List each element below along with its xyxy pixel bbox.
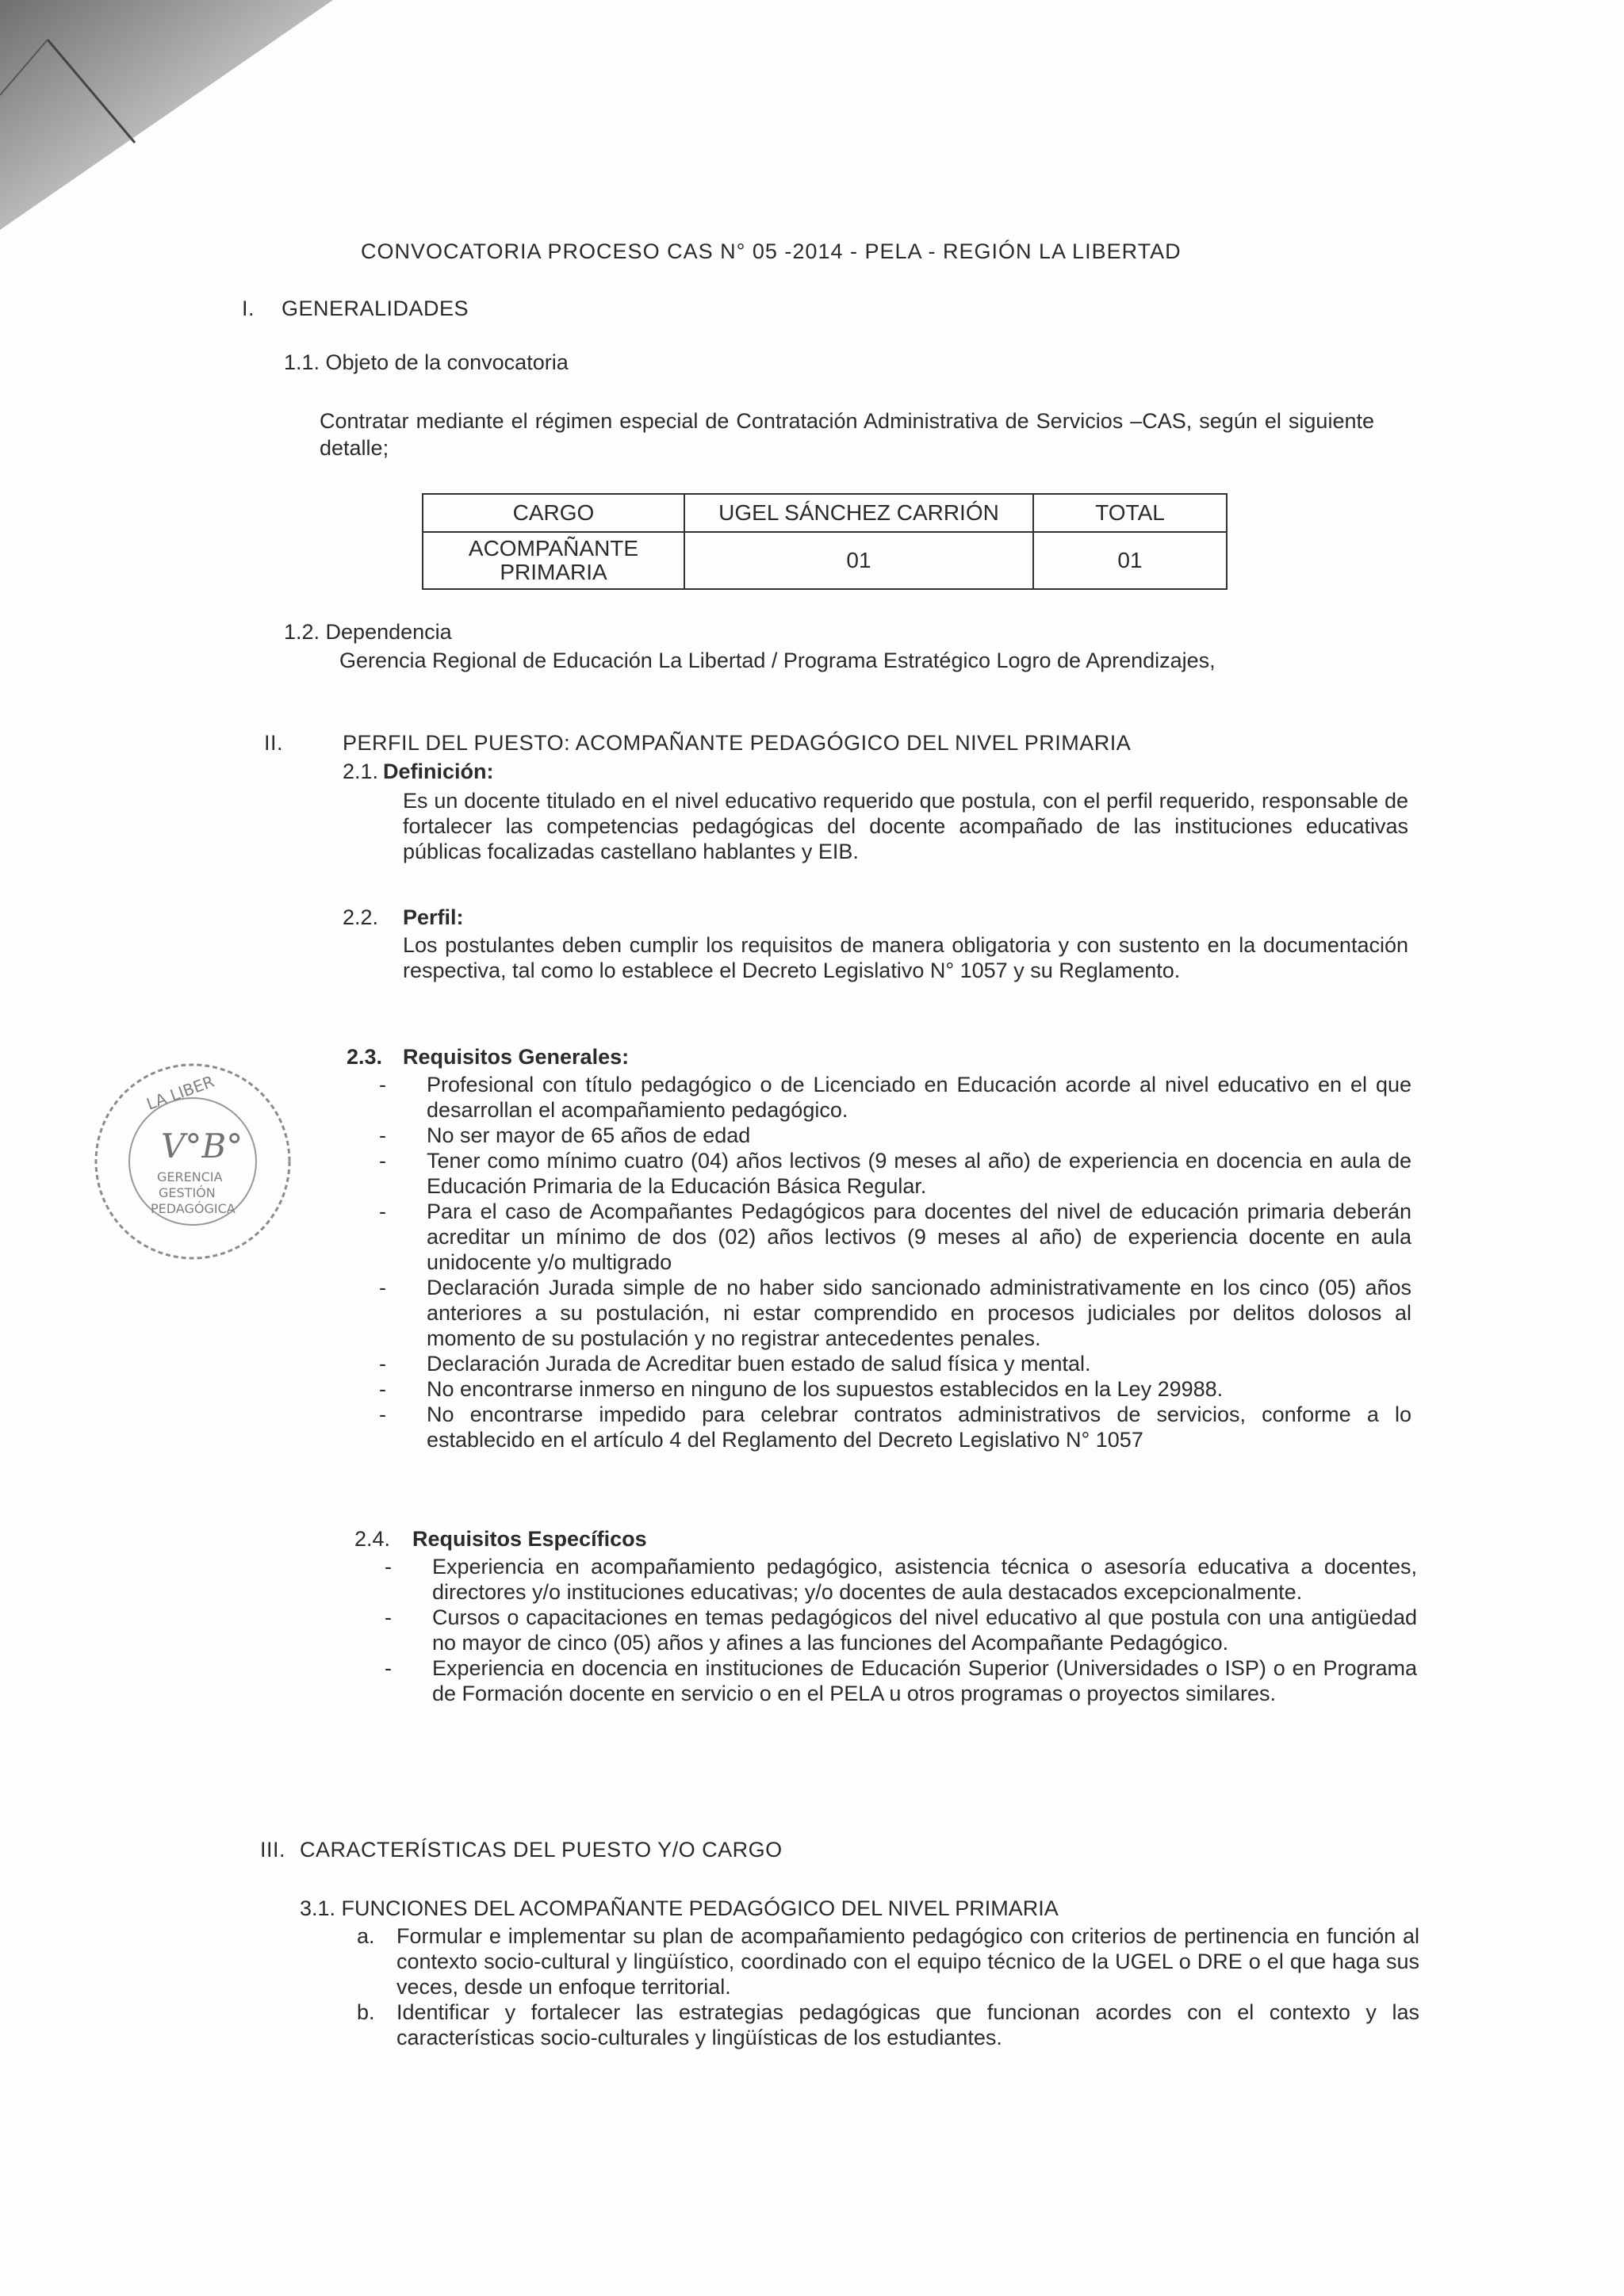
subsection-1-2-text: Gerencia Regional de Educación La Libertad / Programa Estratégico Logro de Aprendizajes, bbox=[339, 649, 1216, 672]
list-item-text: Para el caso de Acompañantes Pedagógicos para docentes del nivel de educación primaria deberán acreditar un mínimo de dos (02) años lectivos (9 meses al año) de experiencia docente en aula unidocente y/o multigrado bbox=[427, 1200, 1411, 1274]
list-item bbox=[357, 1923, 1419, 1999]
folded-corner-shadow bbox=[0, 0, 349, 238]
list-item bbox=[379, 1351, 1411, 1376]
list-marker: - bbox=[385, 1656, 392, 1680]
svg-text:GESTIÓN: GESTIÓN bbox=[159, 1185, 216, 1200]
table-cell-cargo: ACOMPAÑANTE PRIMARIA bbox=[423, 532, 684, 589]
list-item bbox=[379, 1072, 1411, 1123]
list-item-text: No encontrarse inmerso en ninguno de los supuestos establecidos en la Ley 29988. bbox=[427, 1377, 1224, 1401]
subsection-2-1-number: 2.1. bbox=[343, 760, 379, 783]
document-title: CONVOCATORIA PROCESO CAS N° 05 -2014 - PELA - REGIÓN LA LIBERTAD bbox=[361, 239, 1182, 263]
list-item bbox=[385, 1605, 1417, 1655]
subsection-2-2-heading: Perfil: bbox=[403, 905, 464, 929]
list-item-text: No encontrarse impedido para celebrar contratos administrativos de servicios, conforme a lo establecido en el artículo 4 del Reglamento del Decreto Legislativo N° 1057 bbox=[427, 1402, 1411, 1452]
list-item-text: Experiencia en acompañamiento pedagógico, asistencia técnica o asesoría educativa a docentes, directores y/o instituciones educativas; y/o docentes de aula destacados excepcionalmente. bbox=[432, 1555, 1417, 1604]
svg-text:LA LIBER: LA LIBER bbox=[144, 1071, 217, 1114]
section-3-number: III. bbox=[260, 1838, 286, 1862]
list-marker: - bbox=[379, 1200, 386, 1223]
svg-text:GERENCIA: GERENCIA bbox=[157, 1169, 223, 1184]
table-cell-ugel: 01 bbox=[684, 532, 1033, 589]
list-item bbox=[385, 1655, 1417, 1706]
list-item-text: Tener como mínimo cuatro (04) años lectivos (9 meses al año) de experiencia en docencia en aula de Educación Primaria de la Educación Básica Regular. bbox=[427, 1149, 1411, 1198]
subsection-2-2-number: 2.2. bbox=[343, 905, 379, 929]
list-item bbox=[379, 1275, 1411, 1351]
list-marker: - bbox=[385, 1605, 392, 1629]
list-item-text: Cursos o capacitaciones en temas pedagógicos del nivel educativo al que postula con una antigüedad no mayor de cinco (05) años y afines a las funciones del Acompañante Pedagógico. bbox=[432, 1605, 1417, 1655]
table-header-total: TOTAL bbox=[1033, 494, 1227, 532]
list-marker: a. bbox=[357, 1924, 375, 1948]
table-header-cargo: CARGO bbox=[423, 494, 684, 532]
list-item bbox=[379, 1123, 1411, 1148]
list-item bbox=[379, 1199, 1411, 1275]
specific-requirements-list bbox=[385, 1554, 1417, 1706]
list-marker: - bbox=[379, 1123, 386, 1147]
official-seal-stamp bbox=[86, 1054, 300, 1269]
list-item bbox=[357, 1999, 1419, 2050]
list-item-text: Declaración Jurada de Acreditar buen estado de salud física y mental. bbox=[427, 1352, 1091, 1376]
positions-table bbox=[422, 493, 1228, 590]
section-1-number: I. bbox=[242, 297, 255, 320]
list-marker: - bbox=[385, 1555, 392, 1578]
list-marker: - bbox=[379, 1402, 386, 1426]
table-header-row bbox=[423, 494, 1227, 532]
subsection-2-4-heading: Requisitos Específicos bbox=[412, 1527, 647, 1551]
list-marker: - bbox=[379, 1276, 386, 1299]
subsection-2-3-heading: Requisitos Generales: bbox=[403, 1045, 630, 1069]
list-marker: - bbox=[379, 1352, 386, 1376]
list-item bbox=[379, 1148, 1411, 1199]
list-marker: b. bbox=[357, 2000, 375, 2024]
section-1-heading: GENERALIDADES bbox=[282, 297, 469, 320]
list-marker: - bbox=[379, 1377, 386, 1401]
subsection-2-1-heading: Definición: bbox=[383, 760, 494, 783]
subsection-2-3-number: 2.3. bbox=[347, 1045, 383, 1069]
subsection-3-1-heading: 3.1. FUNCIONES DEL ACOMPAÑANTE PEDAGÓGICO DEL NIVEL PRIMARIA bbox=[300, 1896, 1059, 1920]
list-marker: - bbox=[379, 1073, 386, 1096]
list-item-text: Experiencia en docencia en instituciones de Educación Superior (Universidades o ISP) o en Programa de Formación docente en servicio o en el PELA u otros programas o proyectos similares. bbox=[432, 1656, 1417, 1705]
subsection-1-2-heading: 1.2. Dependencia bbox=[284, 620, 452, 644]
list-item-text: Formular e implementar su plan de acompañamiento pedagógico con criterios de pertinencia en función al contexto socio-cultural y lingüístico, coordinado con el equipo técnico de la UGEL o DRE o el que haga sus veces, desde un enfoque territorial. bbox=[396, 1924, 1419, 1999]
table-header-ugel: UGEL SÁNCHEZ CARRIÓN bbox=[684, 494, 1033, 532]
list-item-text: No ser mayor de 65 años de edad bbox=[427, 1123, 751, 1147]
table-cell-total: 01 bbox=[1033, 532, 1227, 589]
subsection-1-1-heading: 1.1. Objeto de la convocatoria bbox=[284, 350, 569, 374]
subsection-2-4-number: 2.4. bbox=[354, 1527, 391, 1551]
section-2-number: II. bbox=[264, 731, 284, 755]
list-marker: - bbox=[379, 1149, 386, 1173]
list-item-text: Identificar y fortalecer las estrategias pedagógicas que funcionan acordes con el contexto y las características socio-culturales y lingüísticas de los estudiantes. bbox=[396, 2000, 1419, 2049]
section-2-heading: PERFIL DEL PUESTO: ACOMPAÑANTE PEDAGÓGICO DEL NIVEL PRIMARIA bbox=[343, 731, 1132, 755]
functions-list bbox=[357, 1923, 1419, 2050]
section-3-heading: CARACTERÍSTICAS DEL PUESTO Y/O CARGO bbox=[300, 1838, 783, 1862]
list-item-text: Profesional con título pedagógico o de Licenciado en Educación acorde al nivel educativo en el que desarrollan el acompañamiento pedagógico. bbox=[427, 1073, 1411, 1122]
subsection-1-1-text: Contratar mediante el régimen especial de Contratación Administrativa de Servicios –CAS, según el siguiente detalle; bbox=[320, 409, 1374, 460]
subsection-2-1-text: Es un docente titulado en el nivel educativo requerido que postula, con el perfil requerido, responsable de fortalecer las competencias pedagógicas del docente acompañado de las instituciones educativas públicas focalizadas castellano hablantes y EIB. bbox=[403, 789, 1408, 863]
subsection-2-2-text: Los postulantes deben cumplir los requisitos de manera obligatoria y con sustento en la documentación respectiva, tal como lo establece el Decreto Legislativo N° 1057 y su Reglamento. bbox=[403, 933, 1408, 982]
general-requirements-list bbox=[379, 1072, 1411, 1452]
list-item bbox=[379, 1376, 1411, 1402]
svg-text:PEDAGÓGICA: PEDAGÓGICA bbox=[151, 1201, 236, 1216]
table-row bbox=[423, 532, 1227, 589]
list-item bbox=[379, 1402, 1411, 1452]
list-item-text: Declaración Jurada simple de no haber sido sancionado administrativamente en los cinco (05) años anteriores a su postulación, ni estar comprendido en procesos judiciales por delitos dolosos al momento de su postulación y no registrar antecedentes penales. bbox=[427, 1276, 1411, 1350]
list-item bbox=[385, 1554, 1417, 1605]
svg-text:V°B°: V°B° bbox=[161, 1127, 243, 1165]
